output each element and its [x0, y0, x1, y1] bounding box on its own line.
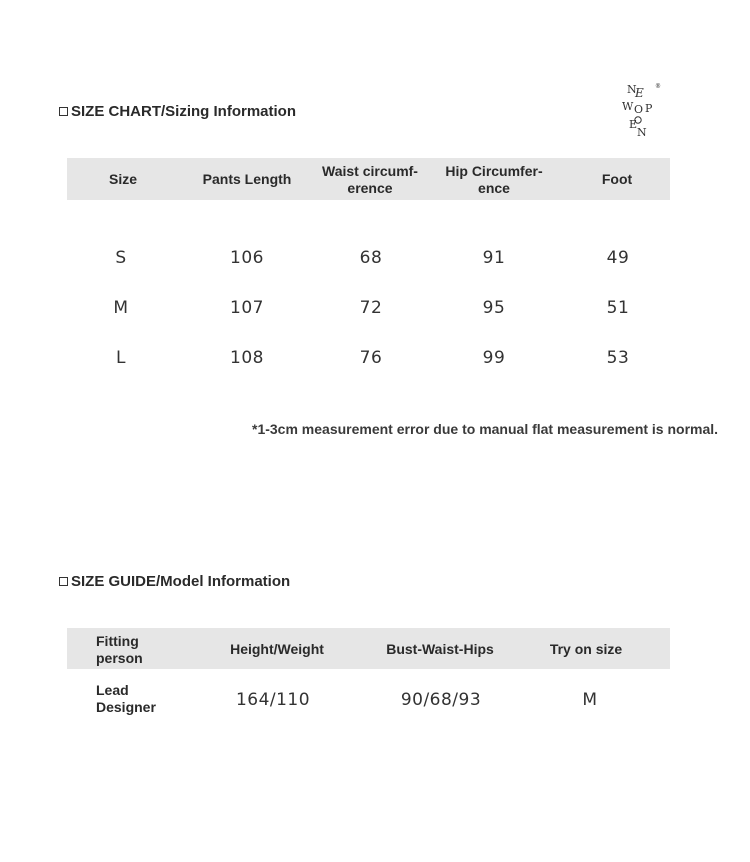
- hip-m: 95: [482, 298, 506, 318]
- pants-length-l: 108: [230, 348, 264, 368]
- hip-l: 99: [482, 348, 506, 368]
- logo-letter-n2: N: [637, 126, 647, 139]
- logo-registered-mark: ®: [655, 83, 661, 90]
- logo-letter-n: N: [627, 83, 637, 96]
- size-guide-title: [59, 573, 290, 590]
- size-chart-title: [59, 103, 296, 120]
- pants-length-s: 106: [230, 248, 264, 268]
- foot-s: 49: [606, 248, 630, 268]
- logo-letter-o: O: [634, 103, 644, 116]
- waist-l: 76: [359, 348, 383, 368]
- size-s: S: [115, 248, 127, 268]
- header-bust-waist-hips: Bust-Waist-Hips: [386, 641, 494, 657]
- header-height-weight: Height/Weight: [230, 641, 324, 657]
- checkbox-icon: [59, 107, 68, 116]
- logo-letter-e1: E: [635, 86, 644, 100]
- foot-m: 51: [606, 298, 630, 318]
- header-hip: Hip Circumfer- ence: [445, 163, 543, 196]
- logo-letter-p: P: [645, 102, 653, 115]
- brand-logo: [621, 82, 665, 142]
- measurement-note: *1-3cm measurement error due to manual flat measurement is normal.: [252, 421, 719, 437]
- model-height-weight: 164/110: [235, 690, 311, 710]
- waist-s: 68: [359, 248, 383, 268]
- header-waist: Waist circumf- erence: [322, 163, 418, 196]
- model-bust-waist-hips: 90/68/93: [400, 690, 482, 710]
- header-foot: Foot: [601, 171, 633, 187]
- model-try-on-size: M: [582, 690, 598, 710]
- hip-s: 91: [482, 248, 506, 268]
- waist-m: 72: [359, 298, 383, 318]
- checkbox-icon: [59, 577, 68, 586]
- header-fitting-person: Fitting person: [96, 633, 143, 666]
- foot-l: 53: [606, 348, 630, 368]
- model-name: Lead Designer: [96, 682, 156, 715]
- pants-length-m: 107: [230, 298, 264, 318]
- logo-letter-e2: E: [629, 118, 638, 131]
- logo-letter-w: W: [622, 100, 634, 113]
- header-pants-length: Pants Length: [202, 171, 292, 187]
- size-m: M: [113, 298, 129, 318]
- size-chart-title-text: SIZE CHART/Sizing Information: [71, 103, 296, 120]
- header-try-on-size: Try on size: [549, 641, 623, 657]
- size-guide-title-text: SIZE GUIDE/Model Information: [71, 573, 291, 590]
- size-l: L: [116, 348, 126, 368]
- header-size: Size: [108, 171, 138, 187]
